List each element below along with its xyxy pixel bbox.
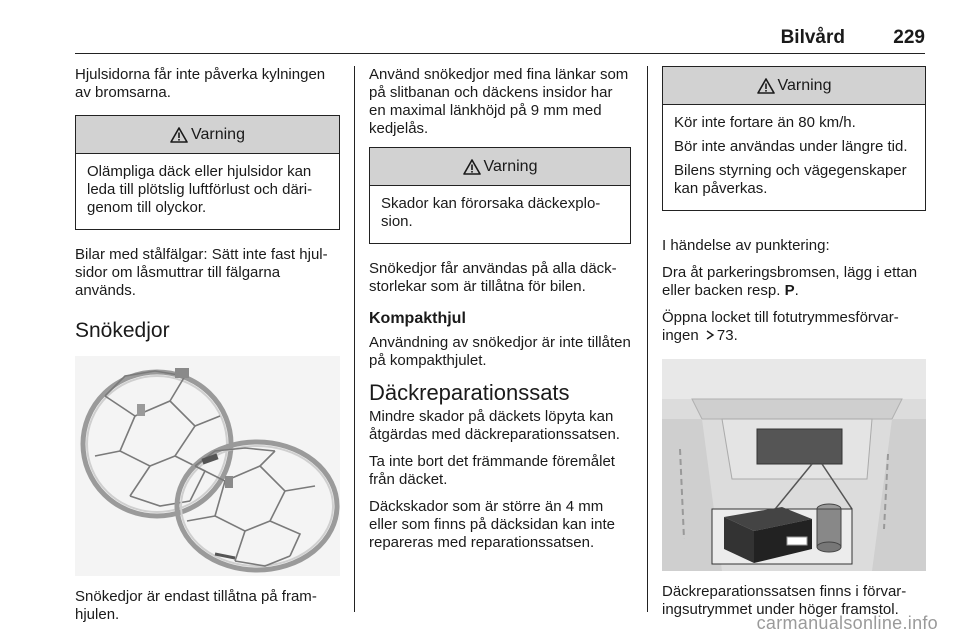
warning-box-1: [75, 115, 340, 230]
warning-line-2: Bör inte användas under längre tid.: [674, 138, 908, 155]
warning-title: Varning: [191, 125, 245, 143]
column-divider-1: [354, 66, 355, 612]
warning-triangle-icon: [463, 159, 481, 175]
warning-body: [76, 154, 339, 229]
repair-kit-paragraph-3: Däckskador som är större än 4 mm eller som finns på däcksidan kan inte repareras med reparationssatsen.: [369, 498, 615, 551]
repair-kit-paragraph-2: Ta inte bort det främmande föremålet från däcket.: [369, 453, 615, 488]
warning-title: Varning: [777, 76, 832, 94]
snow-chains-heading: Snökedjor: [75, 319, 170, 342]
puncture-paragraph: I händelse av punktering:: [662, 237, 830, 254]
warning-header: [76, 116, 339, 154]
warning-body: [370, 186, 630, 243]
steel-rims-paragraph: Bilar med stålfälgar: Sätt inte fast hjulsidor om låsmuttrar till fälgarna används.: [75, 246, 328, 299]
warning-line-1: Kör inte fortare än 80 km/h.: [674, 114, 856, 131]
warning-triangle-icon: [757, 78, 775, 94]
page-header: [75, 22, 925, 54]
tyre-sizes-paragraph: Snökedjor får användas på alla däckstorlekar som är tillåtna för bilen.: [369, 260, 617, 295]
page-reference-icon: [705, 330, 715, 340]
parking-brake-paragraph: Dra åt parkeringsbromsen, lägg i ettan eller backen resp. P.: [662, 264, 918, 299]
warning-box-3: [662, 66, 926, 211]
repair-kit-paragraph-1: Mindre skador på däckets löpyta kan åtgärdas med däckreparationssatsen.: [369, 408, 620, 443]
snow-chains-paragraph: Använd snökedjor med fina länkar som på slitbanan och däckens insidor har en maximal länkhöjd på 9 mm med kedjelås.: [369, 66, 629, 137]
warning-header: [663, 67, 925, 105]
warning-header: [370, 148, 630, 186]
repair-kit-heading: Däckreparationssats: [369, 380, 570, 405]
warning-text: Olämpliga däck eller hjulsidor kan leda till plötslig luftförlust och därigenom till olyckor.: [87, 163, 313, 216]
open-lid-paragraph: Öppna locket till fotutrymmesförvaringen 73.: [662, 309, 899, 344]
page-number: 229: [893, 27, 925, 48]
warning-box-2: [369, 147, 631, 244]
warning-text: Skador kan förorsaka däckexplosion.: [381, 195, 601, 230]
column-2: [369, 66, 631, 561]
snow-chains-caption: Snökedjor är endast tillåtna på framhjulen.: [75, 588, 317, 623]
compact-wheel-heading: Kompakthjul: [369, 310, 466, 327]
gear-p-label: P: [784, 282, 795, 299]
watermark: carmanualsonline.info: [756, 613, 938, 633]
repair-kit-caption: Däckreparationssatsen finns i förvaringsutrymmet under höger framstol.: [662, 583, 907, 618]
warning-title: Varning: [483, 157, 538, 175]
warning-line-3: Bilens styrning och vägegenskaper kan påverkas.: [674, 162, 907, 197]
repair-kit-illustration: [662, 359, 926, 571]
snow-chains-illustration: [75, 356, 340, 576]
intro-paragraph: Hjulsidorna får inte påverka kylningen av bromsarna.: [75, 66, 326, 101]
warning-triangle-icon: [170, 127, 188, 143]
column-3: [662, 66, 926, 628]
section-title: Bilvård: [780, 27, 845, 48]
warning-body: [663, 105, 925, 210]
page-reference[interactable]: 73: [716, 327, 734, 344]
column-divider-2: [647, 66, 648, 612]
column-1: [75, 66, 340, 633]
compact-wheel-paragraph: Användning av snökedjor är inte tillåten på kompakthjulet.: [369, 334, 631, 369]
